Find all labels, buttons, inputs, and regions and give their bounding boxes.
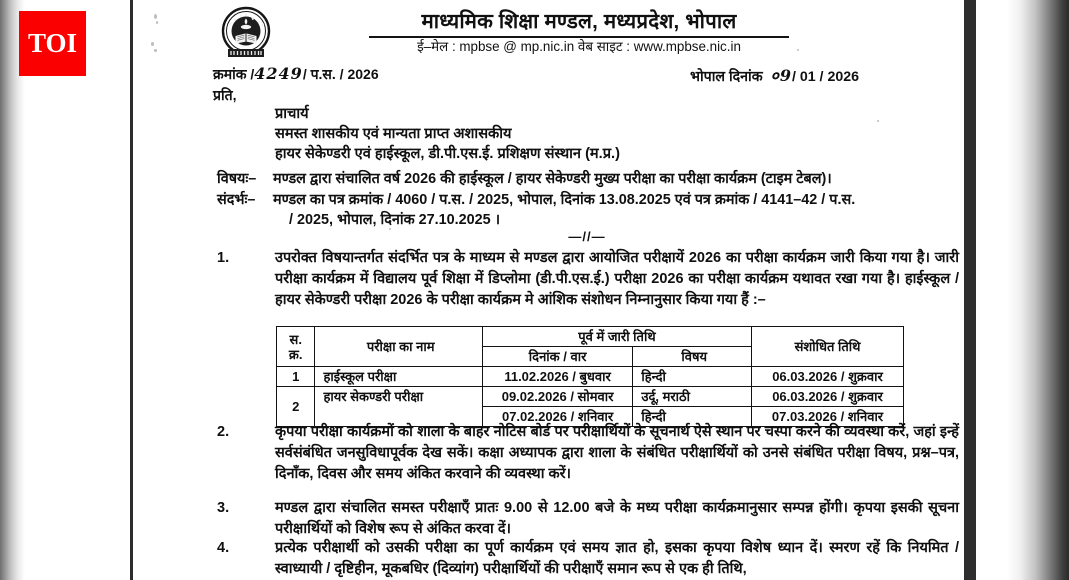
scan-speck [154,49,157,52]
scanned-document [137,0,965,580]
scan-speck [156,21,158,24]
table-row [277,367,904,387]
date-handwritten-day: ०9 [770,66,792,85]
paragraph-3-text: मण्डल द्वारा संचालित समस्त परीक्षाएँ प्रातः 9.00 से 12.00 बजे के मध्य परीक्षा कार्यक्रमानुसार सम्पन्न होंगी। कृपया इसकी सूचना परीक्षार्थियों को विशेष रूप से अंकित करवा दें। [275,500,959,537]
header-revised-date: संशोधित तिथि [752,327,904,367]
kramank-prefix: क्रमांक / [213,66,255,82]
table-row [277,387,904,407]
row2-revised-date: 06.03.2026 / शुक्रवार [752,387,904,407]
letterhead-title: माध्यमिक शिक्षा मण्डल, मध्यप्रदेश, भोपाल [369,7,789,38]
reference-text-continued: / 2025, भोपाल, दिनांक 27.10.2025 । [289,212,501,228]
header-date-day: दिनांक / वार [482,347,633,367]
header-serial-line1: स. [289,331,302,347]
row3-subject: हिन्दी [633,407,752,427]
paragraph-1-text: उपरोक्त विषयान्तर्गत संदर्भित पत्र के माध्यम से मण्डल द्वारा आयोजित परीक्षायें 2026 का परीक्षा कार्यक्रम जारी किया गया है। जारी परीक्षा कार्यक्रम में विद्यालय पूर्व शिक्षा में डिप्लोमा (डी.पी.एस.ई.) परीक्षा 2026 का परीक्षा कार्यक्रम यथावत रखा गया है। हाईस्कूल / हायर सेकेण्डरी परीक्षा 2026 के परीक्षा कार्यक्रम मे आंशिक संशोधन निम्नानुसार किया गया हैं :– [275,250,959,308]
row1-subject: हिन्दी [633,367,752,387]
toi-logo-text: TOI [27,28,78,58]
letter-reference-number [213,64,379,84]
recipient-line-2: समस्त शासकीय एवं मान्यता प्राप्त अशासकीय [275,126,512,142]
letterhead-contact: ई–मेल : mpbse @ mp.nic.in वेब साइट : www.mpbse.nic.in [417,39,741,54]
reference-text: मण्डल का पत्र क्रमांक / 4060 / प.स. / 2025, भोपाल, दिनांक 13.08.2025 एवं पत्र क्रमांक / 4141–42 / प.स. [273,191,856,208]
row2-serial: 2 [277,387,315,427]
scan-speck [151,42,154,46]
reference-label: संदर्भः– [217,191,256,208]
toi-logo [19,11,86,76]
paragraph-1-number: 1. [217,250,230,266]
row3-revised-date: 07.03.2026 / शनिवार [752,407,904,427]
section-separator: —//— [568,229,606,244]
page-edge-shadow-right [1007,0,1069,580]
row1-previous-date: 11.02.2026 / बुधवार [482,367,633,387]
page-gutter-right [964,0,976,580]
exam-schedule-table [276,326,904,427]
scan-speck [877,120,879,122]
subject-row [217,169,957,190]
date-rest: / 01 / 2026 [791,69,860,85]
row1-revised-date: 06.03.2026 / शुक्रवार [752,367,904,387]
header-subject: विषय [633,347,752,367]
row2-exam-name: हायर सेकण्डरी परीक्षा [315,387,482,427]
recipient-line-1: प्राचार्य [275,106,309,122]
paragraph-2-number: 2. [217,424,230,440]
row3-previous-date: 07.02.2026 / शनिवार [482,407,633,427]
recipient-address-block [275,104,620,164]
mp-board-seal-icon [215,5,277,63]
place-date-label: भोपाल दिनांक [690,69,763,85]
paragraph-1 [217,248,959,311]
paragraph-2 [217,422,959,485]
paragraph-3-number: 3. [217,500,230,516]
row1-exam-name: हाईस्कूल परीक्षा [315,367,482,387]
kramank-handwritten-number: 4249 [254,64,303,83]
header-previous-date-group: पूर्व में जारी तिथि [482,327,751,347]
salutation-prati: प्रति, [213,87,237,103]
letter-place-date [690,64,859,86]
kramank-suffix: / प.स. / 2026 [302,66,379,82]
subject-reference-block [217,169,957,231]
header-serial [277,327,315,367]
paragraph-4 [217,538,959,580]
header-exam-name: परीक्षा का नाम [315,327,482,367]
row2-subject: उर्दू, मराठी [633,387,752,407]
subject-label: विषयः– [217,171,257,187]
table-header-row-1 [277,327,904,347]
row1-serial: 1 [277,367,315,387]
paragraph-2-text: कृपया परीक्षा कार्यक्रमों को शाला के बाहर नोटिस बोर्ड पर परीक्षार्थियों के सूचनार्थ ऐसे स्थान पर चस्पा करने की व्यवस्था करें, जहां इन्हें सर्वसंबंधित जनसुविधापूर्वक देख सकें। कक्षा अध्यापक द्वारा शाला के संबंधित परीक्षार्थियों को उनसे संबंधित परीक्षा विषय, प्रश्न–पत्र, दिनाँक, दिवस और समय अंकित करवाने की व्यवस्था करें। [275,424,959,482]
paragraph-4-number: 4. [217,540,230,556]
recipient-line-3: हायर सेकेण्डरी एवं हाईस्कूल, डी.पी.एस.ई. प्रशिक्षण संस्थान (म.प्र.) [275,146,620,162]
paragraph-4-text: प्रत्येक परीक्षार्थी को उसकी परीक्षा का पूर्ण कार्यक्रम एवं समय ज्ञात हो, इसका कृपया विशेष ध्यान दें। स्मरण रहें कि नियमित / स्वाध्यायी / दृष्टिहीन, मूकबधिर (दिव्यांग) परीक्षार्थियों की परीक्षाएँ समान रूप से एक ही तिथि, [275,540,959,577]
row2-previous-date: 09.02.2026 / सोमवार [482,387,633,407]
page-edge-shadow-left [0,0,26,580]
paragraph-3 [217,498,959,540]
subject-text: मण्डल द्वारा संचालित वर्ष 2026 की हाईस्कूल / हायर सेकेण्डरी मुख्य परीक्षा का परीक्षा कार्यक्रम (टाइम टेबल)। [273,171,832,187]
scan-speck [154,14,157,19]
reference-row [217,190,957,211]
scan-speck [389,228,391,230]
scan-speck [797,49,799,51]
header-serial-line2: क्र. [288,346,303,362]
page-gutter-left [130,0,133,580]
